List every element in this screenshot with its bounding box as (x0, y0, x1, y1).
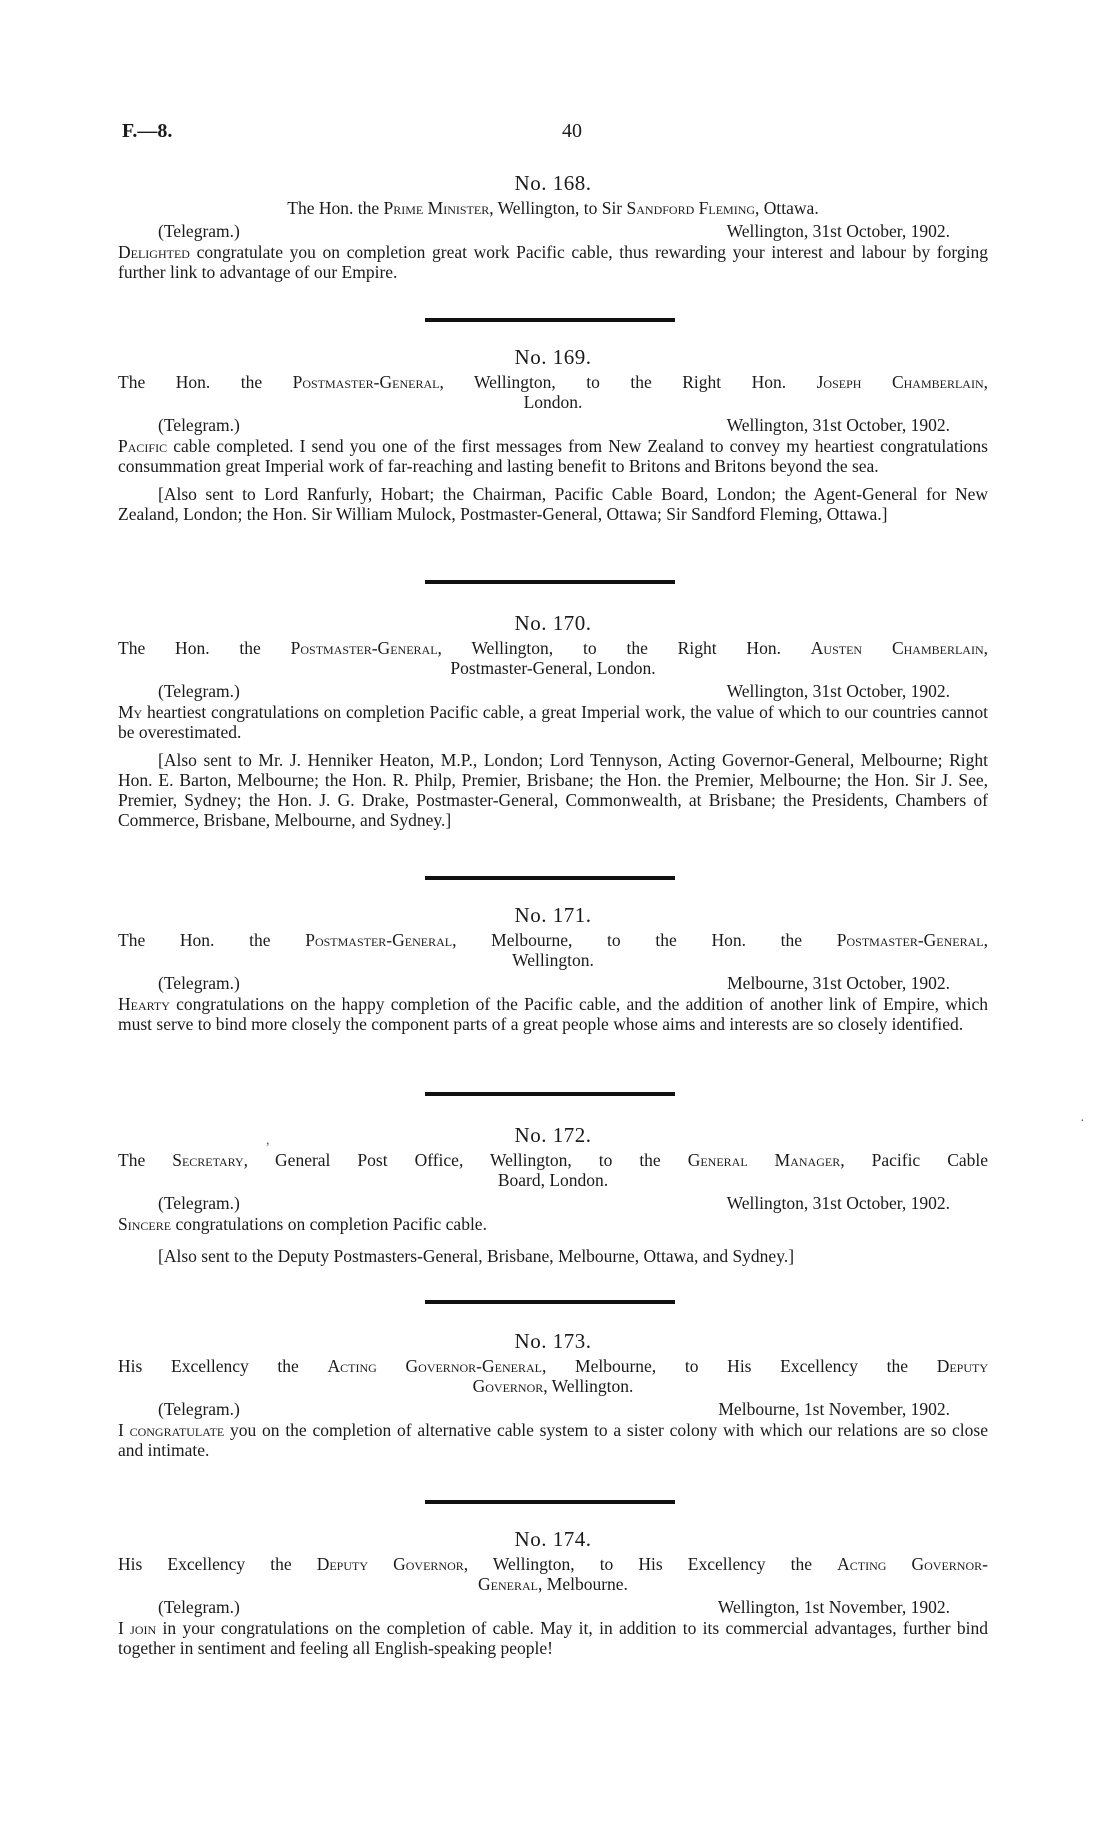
telegram-label: (Telegram.) (158, 681, 240, 701)
section-divider (425, 1300, 675, 1304)
scan-speck: , (266, 1133, 270, 1148)
telegram-label: (Telegram.) (158, 1193, 240, 1213)
document-number: No. 172. (514, 1123, 592, 1147)
document-174 (118, 1524, 988, 1658)
message-body: My heartiest congratulations on completion Pacific cable, a great Imperial work, the value of which to our countries cannot be overestimated. (118, 702, 988, 742)
telegram-date: Wellington, 31st October, 1902. (726, 681, 950, 701)
address-continuation: Postmaster-General, London. (450, 658, 656, 678)
address-continuation: Governor, Wellington. (472, 1376, 634, 1396)
address-line: The Hon. the Postmaster-General, Melbourne, to the Hon. the Postmaster-General, (118, 930, 988, 950)
telegram-line (118, 1398, 988, 1420)
telegram-label: (Telegram.) (158, 1399, 240, 1419)
telegram-line (118, 414, 988, 436)
message-body: Delighted congratulate you on completion great work Pacific cable, thus rewarding your interest and labour by forging further link to advantage of our Empire. (118, 242, 988, 282)
also-sent-note: [Also sent to the Deputy Postmasters-General, Brisbane, Melbourne, Ottawa, and Sydney.] (158, 1246, 795, 1266)
telegram-label: (Telegram.) (158, 973, 240, 993)
document-173 (118, 1326, 988, 1460)
message-body: I join in your congratulations on the completion of cable. May it, in addition to its commercial advantages, further bind together in sentiment and feeling all English-speaking people! (118, 1618, 988, 1658)
telegram-line (118, 1596, 988, 1618)
document-reference: F.—8. (122, 120, 173, 142)
document-number: No. 174. (514, 1527, 592, 1551)
address-continuation: General, Melbourne. (478, 1574, 628, 1594)
address-line: The Hon. the Postmaster-General, Wellington, to the Right Hon. Joseph Chamberlain, (118, 372, 988, 392)
telegram-date: Wellington, 31st October, 1902. (726, 415, 950, 435)
telegram-date: Wellington, 31st October, 1902. (726, 221, 950, 241)
address-line: His Excellency the Acting Governor-General, Melbourne, to His Excellency the Deputy (118, 1356, 988, 1376)
address-continuation: Wellington. (512, 950, 594, 970)
address-line: The Hon. the Prime Minister, Wellington, to Sir Sandford Fleming, Ottawa. (287, 198, 819, 218)
telegram-date: Melbourne, 1st November, 1902. (718, 1399, 950, 1419)
telegram-label: (Telegram.) (158, 415, 240, 435)
address-continuation: London. (523, 392, 583, 412)
document-number: No. 171. (514, 903, 592, 927)
telegram-line (118, 220, 988, 242)
also-sent-note: [Also sent to Lord Ranfurly, Hobart; the Chairman, Pacific Cable Board, London; the Agent-General for New Zealand, London; the Hon. Sir William Mulock, Postmaster-General, Ottawa; Sir Sandford Fleming, Ottawa.] (118, 484, 988, 524)
also-sent-note: [Also sent to Mr. J. Henniker Heaton, M.P., London; Lord Tennyson, Acting Governor-General, Melbourne; Right Hon. E. Barton, Melbourne; the Hon. R. Philp, Premier, Brisbane; the Hon. the Premier, Melbourne; the Hon. Sir J. See, Premier, Sydney; the Hon. J. G. Drake, Postmaster-General, Commonwealth, at Brisbane; the Presidents, Chambers of Commerce, Brisbane, Melbourne, and Sydney.] (118, 750, 988, 830)
document-168 (118, 168, 988, 282)
scan-speck: · (1080, 1114, 1085, 1129)
address-line: The Hon. the Postmaster-General, Wellington, to the Right Hon. Austen Chamberlain, (118, 638, 988, 658)
section-divider (425, 318, 675, 322)
message-body: Sincere congratulations on completion Pacific cable. (118, 1214, 487, 1234)
telegram-date: Melbourne, 31st October, 1902. (727, 973, 950, 993)
section-divider (425, 1500, 675, 1504)
document-number: No. 173. (514, 1329, 592, 1353)
message-body: I congratulate you on the completion of alternative cable system to a sister colony with which our relations are so close and intimate. (118, 1420, 988, 1460)
message-body: Pacific cable completed. I send you one of the first messages from New Zealand to convey my heartiest congratulations consummation great Imperial work of far-reaching and lasting benefit to Britons and Britons beyond the sea. (118, 436, 988, 476)
telegram-line (118, 972, 988, 994)
telegram-line (118, 1192, 988, 1214)
message-body: Hearty congratulations on the happy completion of the Pacific cable, and the addition of another link of Empire, which must serve to bind more closely the component parts of a great people whose aims and interests are so closely identified. (118, 994, 988, 1034)
telegram-label: (Telegram.) (158, 1597, 240, 1617)
address-line: The Secretary, General Post Office, Wellington, to the General Manager, Pacific Cable (118, 1150, 989, 1170)
section-divider (425, 580, 675, 584)
page-number: 40 (562, 120, 582, 142)
section-divider (425, 876, 675, 880)
document-170 (118, 608, 988, 830)
document-number: No. 170. (514, 611, 592, 635)
document-number: No. 168. (514, 171, 592, 195)
document-169 (118, 342, 988, 524)
telegram-date: Wellington, 31st October, 1902. (726, 1193, 950, 1213)
document-171 (118, 900, 988, 1034)
address-continuation: Board, London. (497, 1170, 609, 1190)
section-divider (425, 1092, 675, 1096)
telegram-date: Wellington, 1st November, 1902. (717, 1597, 950, 1617)
telegram-label: (Telegram.) (158, 221, 240, 241)
document-number: No. 169. (514, 345, 592, 369)
page-header (122, 120, 992, 150)
document-172 (118, 1120, 988, 1266)
address-line: His Excellency the Deputy Governor, Wellington, to His Excellency the Acting Governor- (118, 1554, 988, 1574)
telegram-line (118, 680, 988, 702)
